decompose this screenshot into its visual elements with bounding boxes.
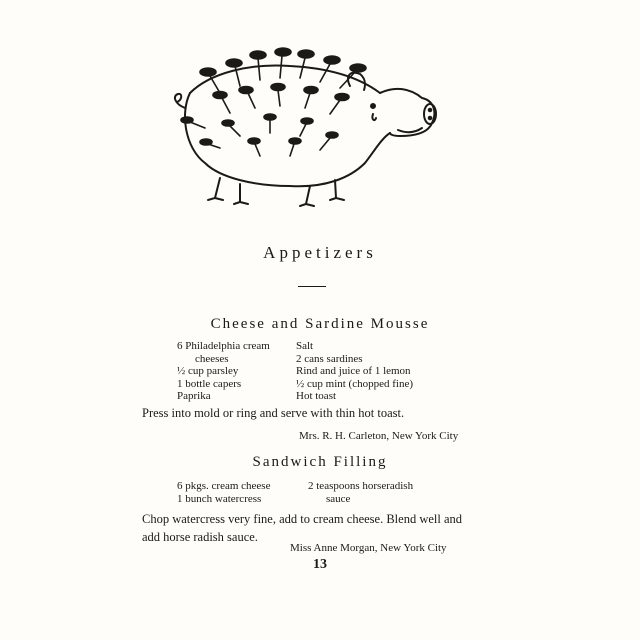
- recipe-title: Sandwich Filling: [252, 454, 388, 470]
- ingredient-line: 6 Philadelphia cream: [177, 340, 270, 352]
- pig-with-skewers-illustration: [160, 38, 450, 218]
- recipe-credit: Mrs. R. H. Carleton, New York City: [299, 430, 459, 442]
- divider-rule: [298, 286, 326, 287]
- ingredients-right-column: [308, 480, 413, 505]
- recipe-method: Press into mold or ring and serve with thin hot toast.: [142, 406, 405, 420]
- ingredient-line: Salt: [296, 340, 314, 352]
- ingredients-left-column: [177, 480, 270, 505]
- recipe-title: Cheese and Sardine Mousse: [210, 316, 430, 332]
- ingredient-line: 2 cans sardines: [296, 352, 363, 365]
- recipe-method: Chop watercress very fine, add to cream cheese. Blend well and add horse radish sauce.: [142, 512, 463, 544]
- ingredients-right-column: [296, 340, 413, 403]
- ingredient-line: 1 bunch watercress: [177, 492, 262, 505]
- ingredient-line: 2 teaspoons horseradish: [308, 480, 414, 492]
- ingredient-line: 6 pkgs. cream cheese: [177, 480, 271, 492]
- page-number: 13: [313, 557, 327, 572]
- ingredient-line: Paprika: [177, 390, 211, 402]
- recipe-credit: Miss Anne Morgan, New York City: [290, 542, 447, 554]
- ingredient-line: Hot toast: [296, 390, 337, 402]
- ingredient-line: ½ cup mint (chopped fine): [296, 377, 413, 390]
- ingredient-line: sauce: [326, 492, 351, 505]
- ingredient-line: 1 bottle capers: [177, 377, 242, 390]
- ingredients-left-column: [177, 340, 270, 403]
- section-title: Appetizers: [263, 243, 377, 262]
- ingredient-line: Rind and juice of 1 lemon: [296, 365, 411, 377]
- ingredient-line: cheeses: [195, 352, 229, 365]
- ingredient-line: ½ cup parsley: [177, 365, 239, 377]
